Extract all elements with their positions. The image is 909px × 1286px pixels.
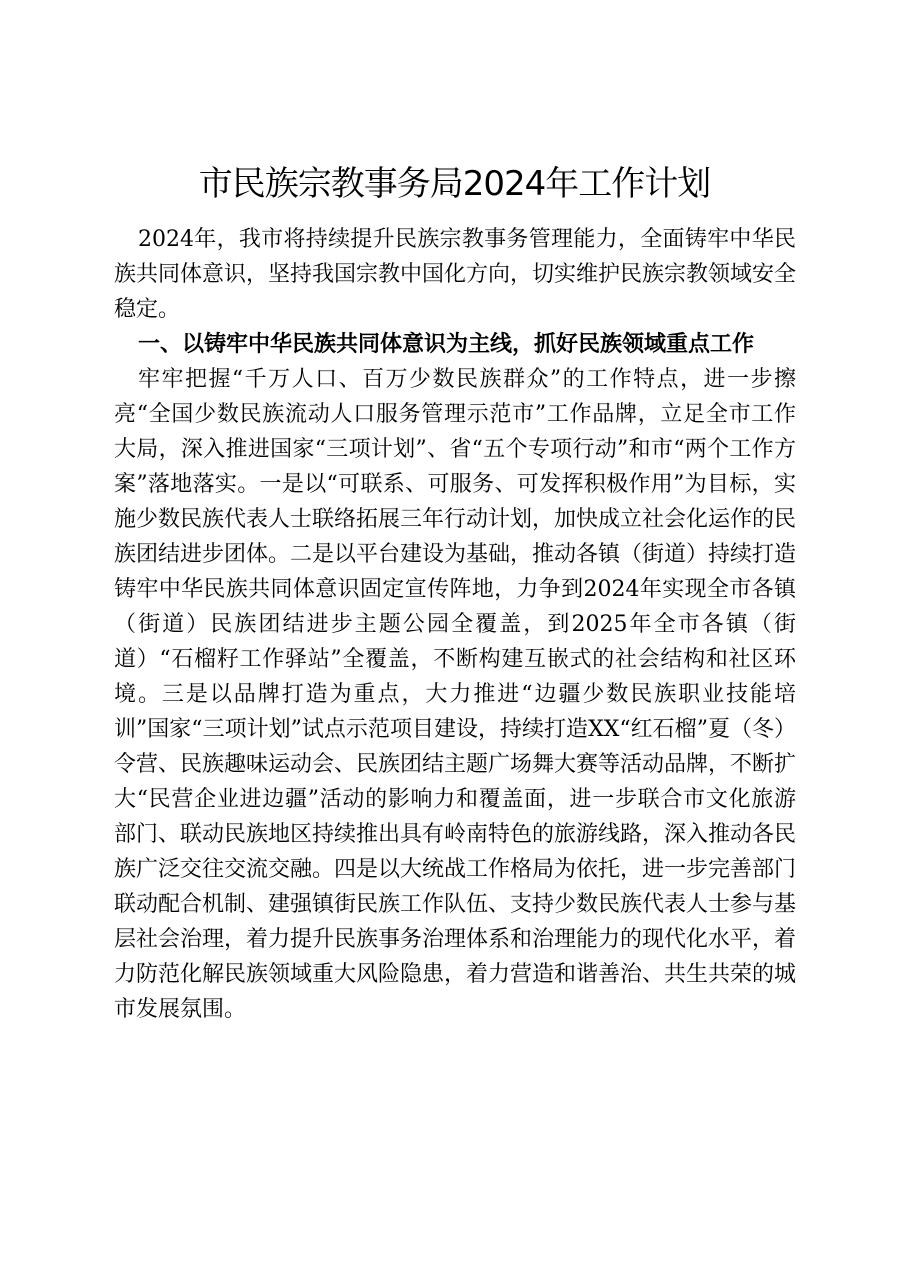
intro-paragraph: 2024年，我市将持续提升民族宗教事务管理能力，全面铸牢中华民族共同体意识，坚持我国宗教中国化方向，切实维护民族宗教领域安全稳定。	[114, 227, 797, 322]
section-paragraph: 牢牢把握“千万人口、百万少数民族群众”的工作特点，进一步擦亮“全国少数民族流动人口服务管理示范市”工作品牌，立足全市工作大局，深入推进国家“三项计划”、省“五个专项行动”和市“两个工作方案”落地落实。一是以“可联系、可服务、可发挥积极作用”为目标，实施少数民族代表人士联络拓展三年行动计划，加快成立社会化运作的民族团结进步团体。二是以平台建设为基础，推动各镇（街道）持续打造铸牢中华民族共同体意识固定宣传阵地，力争到2024年实现全市各镇（街道）民族团结进步主题公园全覆盖，到2025年全市各镇（街道）“石榴籽工作驿站”全覆盖，不断构建互嵌式的社会结构和社区环境。三是以品牌打造为重点，大力推进“边疆少数民族职业技能培训”国家“三项计划”试点示范项目建设，持续打造XX“红石榴”夏（冬）令营、民族趣味运动会、民族团结主题广场舞大赛等活动品牌，不断扩大“民营企业进边疆”活动的影响力和覆盖面，进一步联合市文化旅游部门、联动民族地区持续推出具有岭南特色的旅游线路，深入推动各民族广泛交往交流交融。四是以大统战工作格局为依托，进一步完善部门联动配合机制、建强镇街民族工作队伍、支持少数民族代表人士参与基层社会治理，着力提升民族事务治理体系和治理能力的现代化水平，着力防范化解民族领域重大风险隐患，着力营造和谐善治、共生共荣的城市发展氛围。	[114, 367, 797, 1022]
document-body	[114, 222, 796, 1027]
document-title: 市民族宗教事务局2024年工作计划	[198, 164, 711, 204]
section-heading: 一、以铸牢中华民族共同体意识为主线，抓好民族领域重点工作	[138, 332, 755, 357]
